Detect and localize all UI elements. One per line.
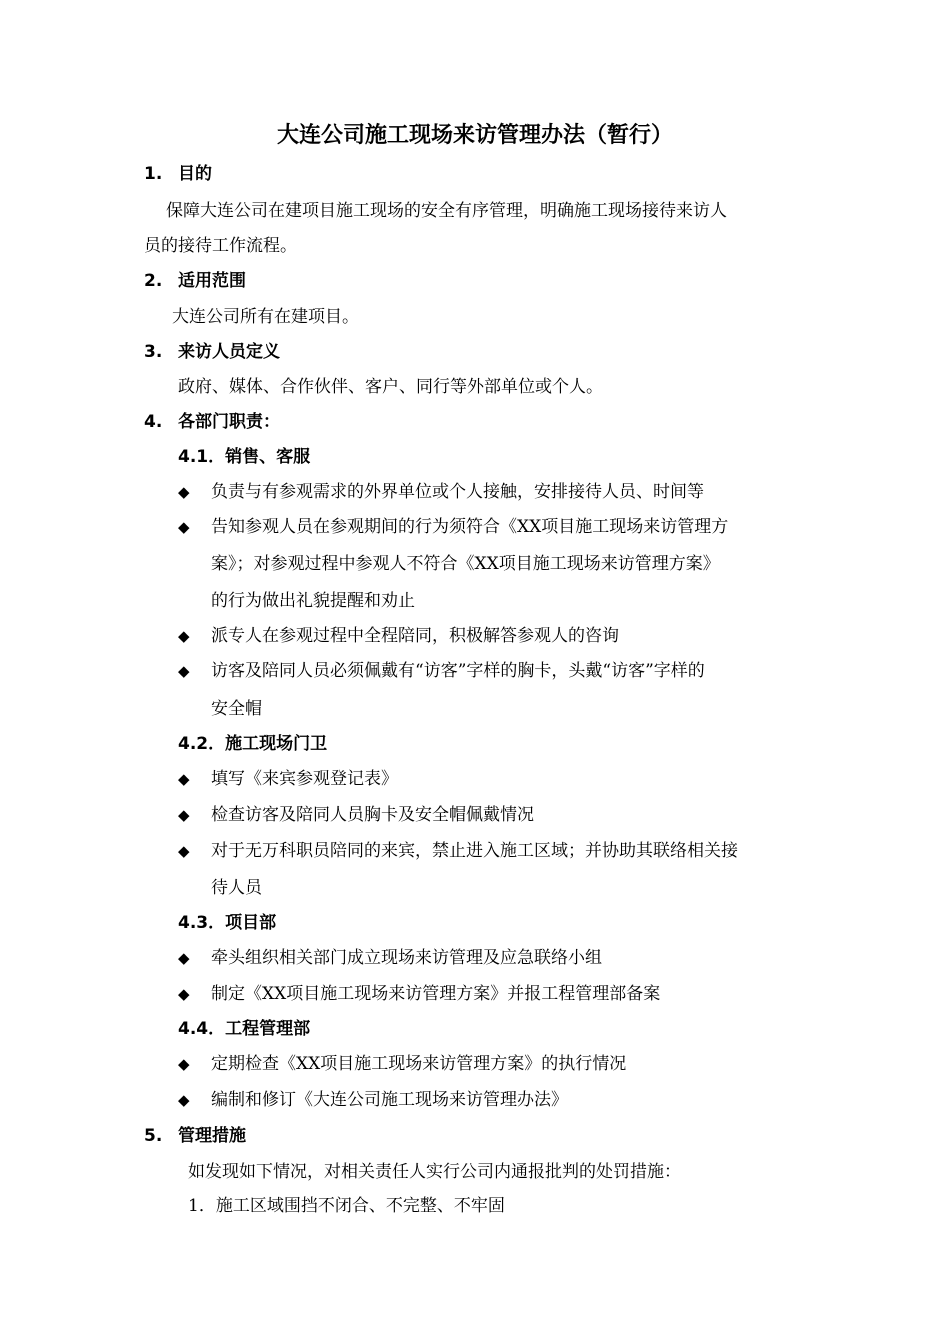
subsection-heading: 4.3．项目部 bbox=[178, 913, 277, 933]
bullet-icon: ◆ bbox=[178, 842, 190, 860]
list-item: 填写《来宾参观登记表》 bbox=[211, 769, 398, 789]
paragraph-text: 大连公司所有在建项目。 bbox=[172, 307, 359, 327]
list-item: 对于无万科职员陪同的来宾，禁止进入施工区域；并协助其联络相关接 bbox=[211, 841, 738, 861]
bullet-icon: ◆ bbox=[178, 949, 190, 967]
paragraph-text: 如发现如下情况，对相关责任人实行公司内通报批判的处罚措施： bbox=[188, 1162, 681, 1182]
document-title: 大连公司施工现场来访管理办法（暂行） bbox=[276, 123, 673, 148]
list-item: 检查访客及陪同人员胸卡及安全帽佩戴情况 bbox=[211, 805, 534, 825]
subsection-heading: 4.2．施工现场门卫 bbox=[178, 734, 328, 754]
list-item-continued: 待人员 bbox=[211, 878, 262, 898]
numbered-item: 1．施工区域围挡不闭合、不完整、不牢固 bbox=[188, 1196, 505, 1216]
list-item: 牵头组织相关部门成立现场来访管理及应急联络小组 bbox=[211, 948, 602, 968]
bullet-icon: ◆ bbox=[178, 518, 190, 536]
list-item: 编制和修订《大连公司施工现场来访管理办法》 bbox=[211, 1090, 568, 1110]
bullet-icon: ◆ bbox=[178, 806, 190, 824]
paragraph-text: 政府、媒体、合作伙伴、客户、同行等外部单位或个人。 bbox=[178, 377, 603, 397]
bullet-icon: ◆ bbox=[178, 627, 190, 645]
section-heading: 4. 各部门职责： bbox=[144, 412, 280, 432]
paragraph-text: 保障大连公司在建项目施工现场的安全有序管理，明确施工现场接待来访人 bbox=[166, 201, 727, 221]
bullet-icon: ◆ bbox=[178, 1055, 190, 1073]
bullet-icon: ◆ bbox=[178, 1091, 190, 1109]
list-item: 访客及陪同人员必须佩戴有“访客”字样的胸卡，头戴“访客”字样的 bbox=[211, 661, 705, 681]
section-heading: 3. 来访人员定义 bbox=[144, 342, 280, 362]
list-item: 定期检查《XX项目施工现场来访管理方案》的执行情况 bbox=[211, 1054, 627, 1074]
list-item: 告知参观人员在参观期间的行为须符合《XX项目施工现场来访管理方 bbox=[211, 517, 729, 537]
list-item: 派专人在参观过程中全程陪同，积极解答参观人的咨询 bbox=[211, 626, 619, 646]
list-item-continued: 案》；对参观过程中参观人不符合《XX项目施工现场来访管理方案》 bbox=[211, 554, 720, 574]
bullet-icon: ◆ bbox=[178, 770, 190, 788]
bullet-icon: ◆ bbox=[178, 985, 190, 1003]
list-item-continued: 的行为做出礼貌提醒和劝止 bbox=[211, 591, 415, 611]
section-heading: 2. 适用范围 bbox=[144, 271, 246, 291]
subsection-heading: 4.1．销售、客服 bbox=[178, 447, 311, 467]
bullet-icon: ◆ bbox=[178, 483, 190, 501]
list-item-continued: 安全帽 bbox=[211, 699, 262, 719]
section-heading: 5. 管理措施 bbox=[144, 1126, 246, 1146]
bullet-icon: ◆ bbox=[178, 662, 190, 680]
subsection-heading: 4.4．工程管理部 bbox=[178, 1019, 311, 1039]
list-item: 制定《XX项目施工现场来访管理方案》并报工程管理部备案 bbox=[211, 984, 661, 1004]
section-heading: 1. 目的 bbox=[144, 164, 212, 184]
paragraph-text: 员的接待工作流程。 bbox=[144, 236, 297, 256]
list-item: 负责与有参观需求的外界单位或个人接触，安排接待人员、时间等 bbox=[211, 482, 704, 502]
